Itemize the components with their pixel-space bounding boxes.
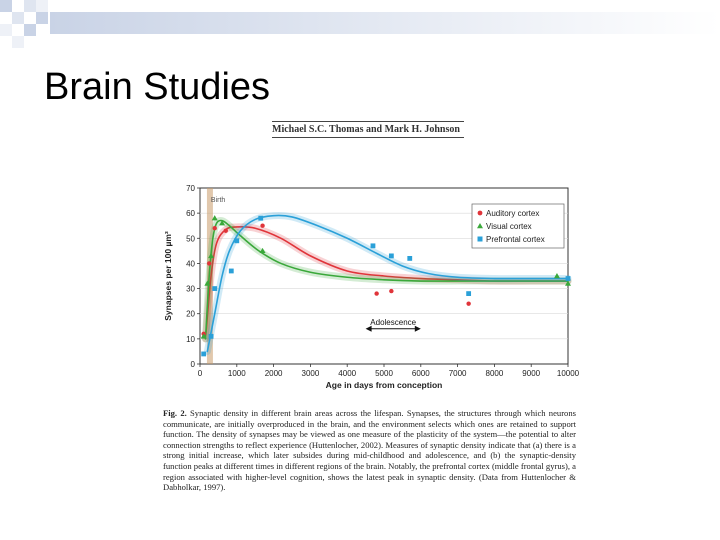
point-auditory-cortex [260, 224, 264, 228]
birth-label: Birth [210, 197, 226, 204]
x-tick-label: 1000 [227, 369, 246, 378]
x-tick-label: 9000 [522, 369, 541, 378]
legend-label: Visual cortex [486, 222, 532, 231]
x-tick-label: 0 [197, 369, 203, 378]
title-decoration [0, 0, 720, 48]
point-prefrontal-cortex [201, 352, 206, 357]
legend-label: Prefrontal cortex [486, 235, 545, 244]
x-tick-label: 5000 [375, 369, 393, 378]
point-prefrontal-cortex [234, 238, 239, 243]
legend-marker [478, 211, 483, 216]
x-tick-label: 3000 [301, 369, 320, 378]
point-prefrontal-cortex [209, 334, 214, 339]
point-auditory-cortex [224, 229, 228, 233]
caption-label: Fig. 2. [163, 408, 187, 418]
y-tick-label: 10 [186, 334, 195, 344]
y-tick-label: 0 [190, 360, 195, 369]
adolescence-label: Adolescence [370, 317, 417, 327]
x-axis-label: Age in days from conception [325, 380, 443, 390]
point-prefrontal-cortex [258, 216, 263, 221]
figure-author-line: Michael S.C. Thomas and Mark H. Johnson [272, 124, 464, 138]
y-tick-label: 50 [186, 234, 195, 244]
synaptic-density-chart [160, 180, 580, 402]
point-prefrontal-cortex [566, 276, 571, 281]
point-prefrontal-cortex [212, 286, 217, 291]
y-tick-label: 40 [186, 259, 195, 269]
y-tick-label: 70 [186, 184, 195, 193]
y-tick-label: 20 [186, 309, 195, 319]
point-auditory-cortex [389, 289, 393, 293]
x-tick-label: 7000 [448, 369, 467, 378]
x-tick-label: 10000 [556, 369, 580, 378]
slide-title: Brain Studies [44, 66, 271, 108]
point-auditory-cortex [374, 291, 378, 295]
point-auditory-cortex [466, 301, 470, 305]
point-prefrontal-cortex [229, 269, 234, 274]
figure-caption [163, 408, 576, 493]
point-prefrontal-cortex [371, 243, 376, 248]
point-prefrontal-cortex [407, 256, 412, 261]
point-auditory-cortex [207, 261, 211, 265]
y-tick-label: 60 [186, 209, 195, 219]
point-auditory-cortex [213, 226, 217, 230]
legend-label: Auditory cortex [486, 209, 540, 218]
y-tick-label: 30 [186, 284, 195, 294]
x-tick-label: 6000 [411, 369, 430, 378]
x-tick-label: 4000 [338, 369, 357, 378]
caption-text: Synaptic density in different brain areas across the lifespan. Synapses, the structures through which neurons communicate, are initially overproduced in the brain, and the environment selects which ones are retained to support function. The density of synapses may be viewed as one measure of the plasticity of the system—the potential to alter connection strengths to reflect experience (Huttenlocher, 2002). Measures of synaptic density indicate that (a) there is a strong initial increase, which later subsides during mid-childhood and adolescence, and (b) the synaptic-density function peaks at different times in different regions of the brain. Notably, the prefrontal cortex (middle frontal gyrus), a region associated with higher-level cognition, shows the latest peak in synaptic density. (Data from Huttenlocher & Dabholkar, 1997). [163, 408, 576, 493]
point-prefrontal-cortex [466, 291, 471, 296]
x-tick-label: 2000 [264, 369, 283, 378]
y-axis-label: Synapses per 100 µm³ [163, 231, 173, 321]
point-prefrontal-cortex [389, 253, 394, 258]
x-tick-label: 8000 [485, 369, 504, 378]
legend-marker [478, 237, 483, 242]
